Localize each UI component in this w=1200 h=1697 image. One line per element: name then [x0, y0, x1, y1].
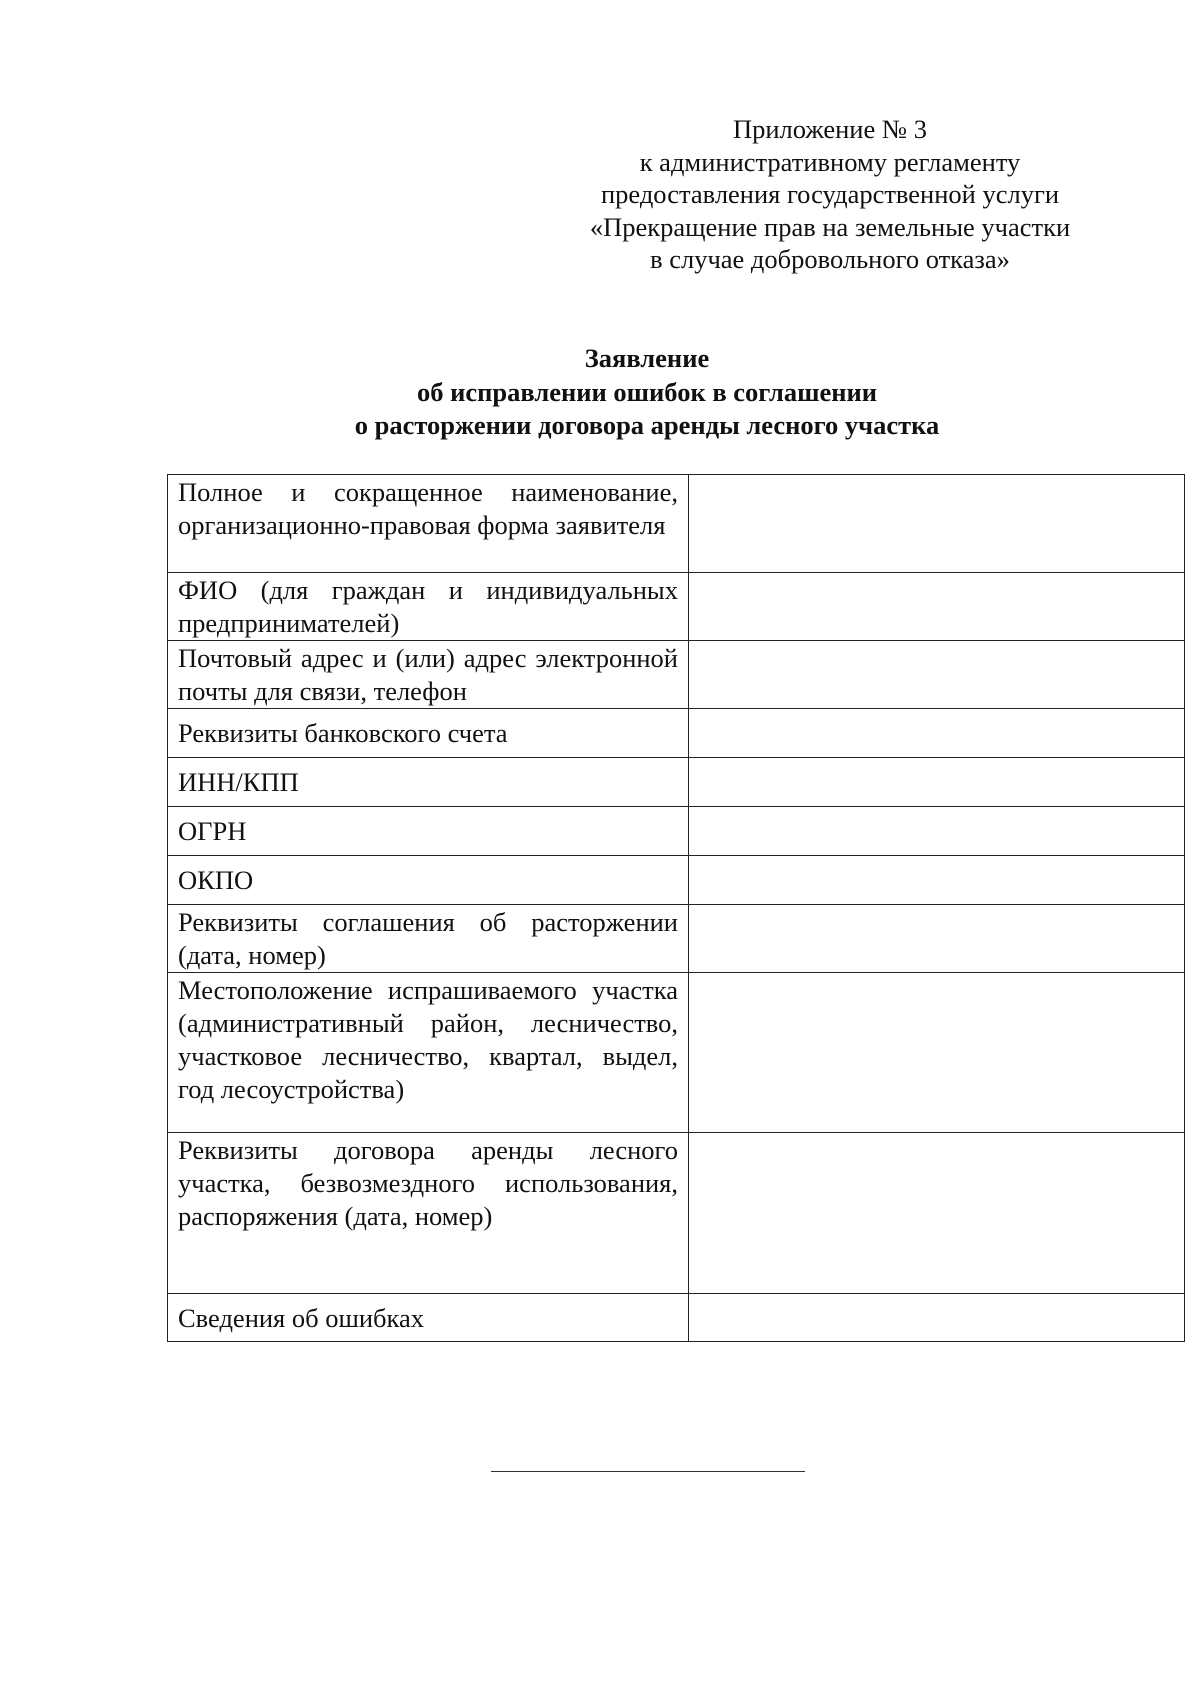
row-value-field[interactable]: [689, 758, 1185, 807]
row-value-field[interactable]: [689, 856, 1185, 905]
row-label: Полное и сокращенное наименование, организационно-правовая форма заявителя: [168, 475, 689, 573]
form-row-agreement-details: [168, 905, 1185, 973]
form-row-plot-location: [168, 973, 1185, 1133]
row-value-field[interactable]: [689, 475, 1185, 573]
row-label: ОГРН: [168, 807, 689, 856]
appendix-line: в случае добровольного отказа»: [650, 244, 1010, 275]
application-form-table: [167, 474, 1185, 1342]
form-row-bank-account: [168, 709, 1185, 758]
row-label: Местоположение испрашиваемого участка (административный район, лесничество, участковое лесничество, квартал, выдел, год лесоустройства): [168, 973, 689, 1133]
row-label: ФИО (для граждан и индивидуальных предпринимателей): [168, 573, 689, 641]
row-label: Почтовый адрес и (или) адрес электронной почты для связи, телефон: [168, 641, 689, 709]
appendix-header: [560, 113, 1100, 276]
row-value-field[interactable]: [689, 641, 1185, 709]
form-row-okpo: [168, 856, 1185, 905]
row-value-field[interactable]: [689, 573, 1185, 641]
signature-line: [491, 1471, 805, 1472]
appendix-line: предоставления государственной услуги: [600, 179, 1060, 210]
row-value-field[interactable]: [689, 807, 1185, 856]
row-value-field[interactable]: [689, 1294, 1185, 1342]
title-line: об исправлении ошибок в соглашении: [416, 376, 878, 407]
appendix-number: Приложение № 3: [732, 114, 927, 144]
row-label: ОКПО: [168, 856, 689, 905]
form-row-ogrn: [168, 807, 1185, 856]
form-row-error-details: [168, 1294, 1185, 1342]
title-line: Заявление: [584, 343, 710, 373]
row-label: Реквизиты договора аренды лесного участка, безвозмездного использования, распоряжения (дата, номер): [168, 1133, 689, 1294]
row-value-field[interactable]: [689, 1133, 1185, 1294]
row-value-field[interactable]: [689, 973, 1185, 1133]
row-label: Сведения об ошибках: [168, 1294, 689, 1342]
row-label: Реквизиты банковского счета: [168, 709, 689, 758]
row-value-field[interactable]: [689, 905, 1185, 973]
row-value-field[interactable]: [689, 709, 1185, 758]
row-label: ИНН/КПП: [168, 758, 689, 807]
document-title: [0, 342, 1200, 443]
row-label: Реквизиты соглашения об расторжении (дата, номер): [168, 905, 689, 973]
appendix-line: к административному регламенту: [639, 146, 1021, 177]
form-row-inn-kpp: [168, 758, 1185, 807]
form-row-contacts: [168, 641, 1185, 709]
form-row-full-name: [168, 573, 1185, 641]
title-line: о расторжении договора аренды лесного участка: [354, 410, 940, 440]
form-row-applicant-name: [168, 475, 1185, 573]
appendix-line: «Прекращение прав на земельные участки: [589, 211, 1071, 242]
form-row-lease-details: [168, 1133, 1185, 1294]
